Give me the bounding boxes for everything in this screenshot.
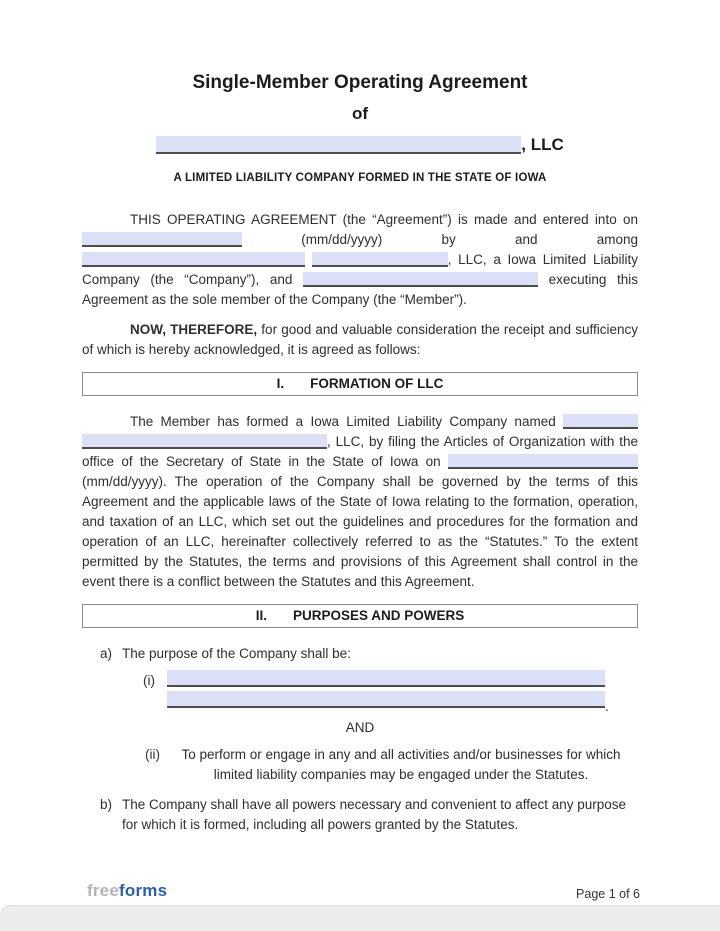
formation-paragraph (82, 412, 638, 592)
section-heading-purposes (82, 604, 638, 628)
formation-company-name-field-b[interactable] (82, 434, 327, 449)
company-name-field-b[interactable] (312, 252, 448, 267)
section-numeral-1: I. (276, 376, 285, 391)
intro-text-4: executing this Agreement as the sole member of the Company (the “Member”). (82, 272, 638, 307)
section-title-1: FORMATION OF LLC (310, 376, 444, 391)
intro-text-2: (mm/dd/yyyy) by and among (242, 232, 638, 247)
viewer-bottom-strip (0, 905, 720, 931)
formation-text-3: (mm/dd/yyyy). The operation of the Company shall be governed by the terms of this Agreement and the applicable laws of the State of Iowa relating to the formation, operation, and taxation of an LLC, which set out the guidelines and procedures for the formation and operation of an LLC, hereinafter collectively referred to as the “Statutes.” To the extent permitted by the Statutes, the terms and provisions of this Agreement shall control in the event there is a conflict between the Statutes and this Agreement. (82, 474, 638, 589)
agreement-date-field[interactable] (82, 232, 242, 247)
section-title-2: PURPOSES AND POWERS (292, 608, 465, 623)
page-number: Page 1 of 6 (576, 887, 640, 901)
purpose-line-field-1[interactable] (167, 670, 605, 687)
formation-text-2: , LLC, by filing the Articles of Organization with the office of the Secretary of State in the State of Iowa on (82, 434, 638, 469)
now-therefore-rest: for good and valuable consideration the receipt and sufficiency of which is hereby acknowledged, it is agreed as follows: (82, 322, 638, 357)
title-of: of (351, 104, 369, 123)
item-ii-label: (ii) (145, 747, 160, 762)
now-therefore-bold: NOW, THEREFORE, (130, 322, 258, 337)
item-b-text: The Company shall have all powers necessary and convenient to affect any purpose for which it is formed, including all powers granted by the Statutes. (122, 797, 627, 832)
company-name-line (82, 136, 638, 154)
formation-text-1: The Member has formed a Iowa Limited Liability Company named (130, 414, 563, 429)
filing-date-field[interactable] (448, 454, 638, 469)
llc-suffix: , LLC (521, 135, 564, 154)
purpose-item-b (100, 795, 638, 835)
intro-text-3: , LLC, a Iowa Limited Liability Company (the “Company”), and (82, 252, 638, 287)
member-name-field[interactable] (303, 272, 538, 287)
company-name-field-a[interactable] (82, 252, 305, 267)
logo-forms-part: forms (119, 881, 168, 900)
freeforms-logo (87, 881, 167, 901)
section-heading-formation (82, 372, 638, 396)
purpose-item-a (100, 644, 638, 664)
item-i-period: . (605, 699, 609, 714)
purpose-fill-lines (167, 670, 605, 712)
company-name-title-field[interactable] (156, 136, 521, 154)
purpose-item-ii (145, 745, 638, 785)
logo-free-part: free (87, 881, 119, 900)
formation-company-name-field-a[interactable] (563, 414, 638, 429)
and-separator: AND (345, 720, 375, 735)
document-subtitle: A LIMITED LIABILITY COMPANY FORMED IN THE STATE OF IOWA (173, 172, 547, 184)
item-b-label: b) (100, 797, 113, 812)
purpose-item-i (143, 670, 638, 712)
item-ii-text: To perform or engage in any and all activities and/or businesses for which limited liability companies may be engaged under the Statutes. (181, 747, 621, 782)
purpose-line-field-2[interactable] (167, 691, 605, 708)
section-numeral-2: II. (255, 608, 267, 623)
page-title: Single-Member Operating Agreement (192, 72, 528, 93)
item-a-label: a) (100, 646, 113, 661)
now-therefore-paragraph (82, 320, 638, 360)
item-i-label: (i) (143, 673, 155, 688)
intro-text-1: THIS OPERATING AGREEMENT (the “Agreement”) is made and entered into on (130, 212, 638, 227)
item-a-text: The purpose of the Company shall be: (122, 646, 351, 661)
intro-paragraph (82, 210, 638, 310)
